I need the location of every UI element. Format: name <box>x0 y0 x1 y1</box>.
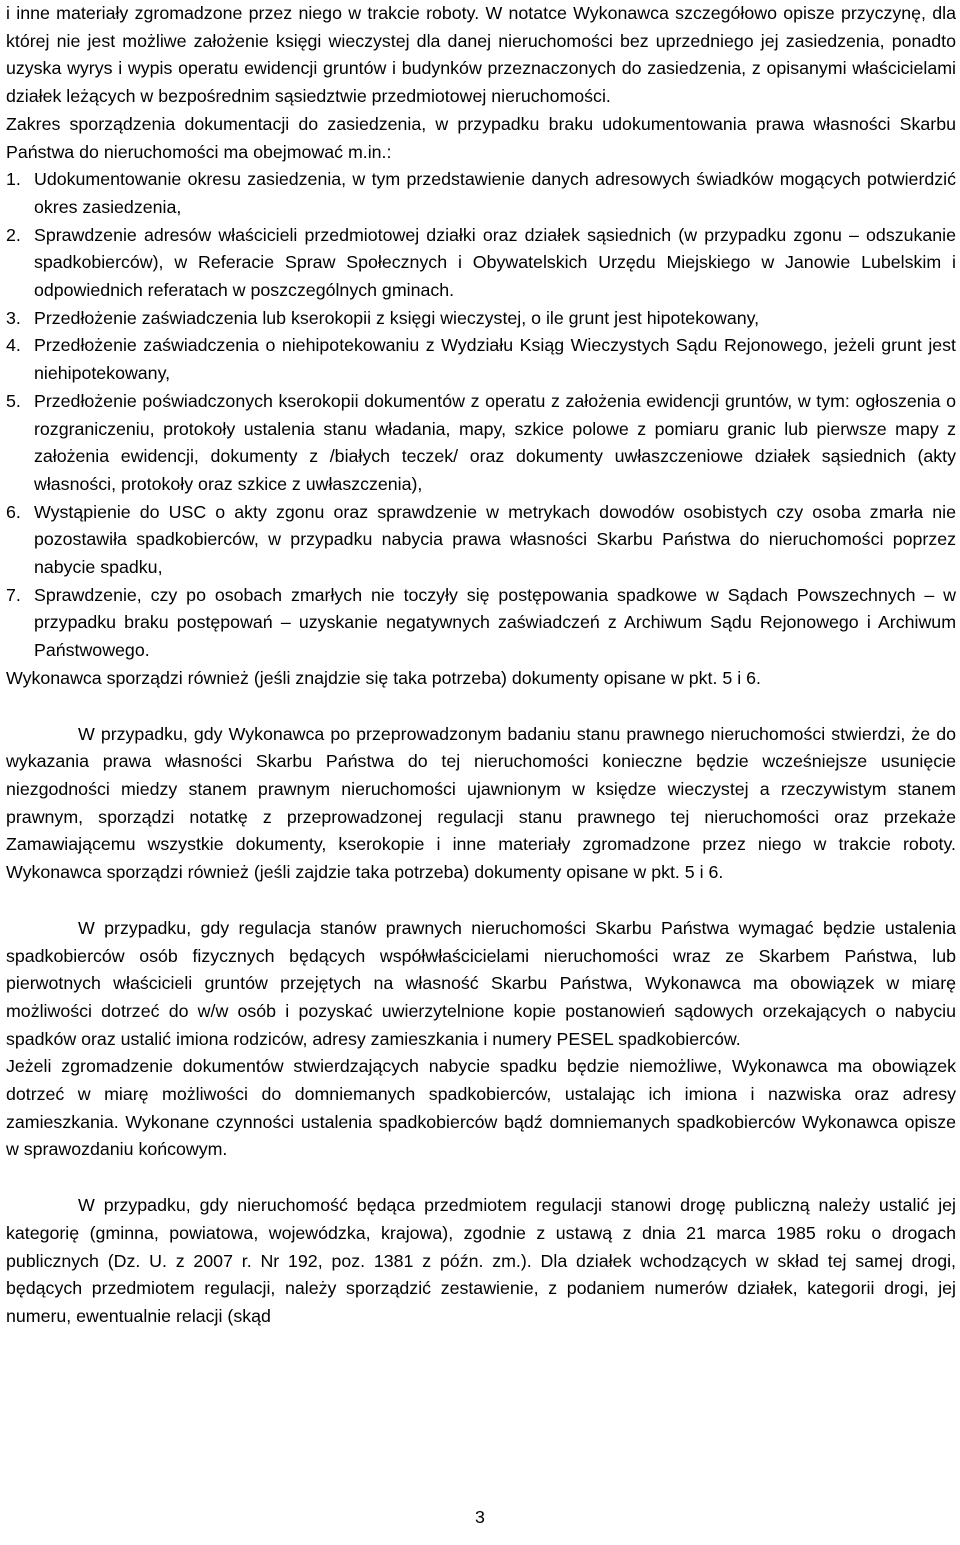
list-item <box>6 388 956 499</box>
paragraph-spacer <box>6 887 956 915</box>
list-item <box>6 582 956 665</box>
list-item <box>6 305 956 333</box>
list-item <box>6 222 956 305</box>
paragraph-spacer <box>6 693 956 721</box>
list-item-number: 4. <box>6 335 21 356</box>
list-item-text: Sprawdzenie, czy po osobach zmarłych nie toczyły się postępowania spadkowe w Sądach Powszechnych – w przypadku braku postępowań – uzyskanie negatywnych zaświadczeń z Archiwum Sądu Rejonowego i Archiwum Państwowego. <box>34 584 956 661</box>
scope-outro: Wykonawca sporządzi również (jeśli znajdzie się taka potrzeba) dokumenty opisane w pkt. 5 i 6. <box>6 667 761 688</box>
list-item-text: Przedłożenie poświadczonych kserokopii dokumentów z operatu z założenia ewidencji gruntów, w tym: ogłoszenia o rozgraniczeniu, protokoły ustalenia stanu władania, mapy, szkice polowe z pomiaru granic lub pierwsze mapy z założenia ewidencji, dokumenty z /białych teczek/ oraz dokumenty uwłaszczeniowe działek sąsiednich (akty własności, protokoły oraz szkice z uwłaszczenia), <box>34 390 956 494</box>
list-item <box>6 499 956 582</box>
list-item-number: 6. <box>6 501 21 522</box>
list-item-number: 2. <box>6 224 21 245</box>
intro-paragraph: i inne materiały zgromadzone przez niego w trakcie roboty. W notatce Wykonawca szczegółowo opisze przyczynę, dla której nie jest możliwe założenie księgi wieczystej dla danej nieruchomości bez uprzedniego jej zasiedzenia, ponadto uzyska wyrys i wypis operatu ewidencji gruntów i budynków przeznaczonych do zasiedzenia, z opisanymi właścicielami działek leżących w bezpośrednim sąsiedztwie przedmiotowej nieruchomości. <box>6 3 956 107</box>
paragraph-discrepancy: W przypadku, gdy Wykonawca po przeprowadzonym badaniu stanu prawnego nieruchomości stwierdzi, że do wykazania prawa własności Skarbu Państwa do tej nieruchomości konieczne będzie wcześniejsze usunięcie niezgodności miedzy stanem prawnym nieruchomości ujawnionym w księdze wieczystej a rzeczywistym stanem prawnym, sporządzi notatkę z przeprowadzonej regulacji stanu prawnego tej nieruchomości oraz przekaże Zamawiającemu wszystkie dokumenty, kserokopie i inne materiały zgromadzone przez niego w trakcie roboty. Wykonawca sporządzi również (jeśli zajdzie taka potrzeba) dokumenty opisane w pkt. 5 i 6. <box>6 723 956 883</box>
list-item-number: 7. <box>6 584 21 605</box>
paragraph-spacer <box>6 1164 956 1192</box>
paragraph-heirs: W przypadku, gdy regulacja stanów prawnych nieruchomości Skarbu Państwa wymagać będzie ustalenia spadkobierców osób fizycznych będących współwłaścicielami nieruchomości wraz ze Skarbem Państwa, lub pierwotnych właścicieli gruntów przejętych na własność Skarbu Państwa, Wykonawca ma obowiązek w miarę możliwości dotrzeć do w/w osób i pozyskać uwierzytelnione kopie postanowień sądowych orzekających o nabyciu spadków oraz ustalić imiona rodziców, adresy zamieszkania i numery PESEL spadkobierców. <box>6 917 956 1049</box>
list-item <box>6 332 956 387</box>
list-item <box>6 166 956 221</box>
scope-intro: Zakres sporządzenia dokumentacji do zasiedzenia, w przypadku braku udokumentowania prawa własności Skarbu Państwa do nieruchomości ma obejmować m.in.: <box>6 113 956 162</box>
list-item-text: Sprawdzenie adresów właścicieli przedmiotowej działki oraz działek sąsiednich (w przypadku zgonu – odszukanie spadkobierców), w Referacie Spraw Społecznych i Obywatelskich Urzędu Miejskiego w Janowie Lubelskim i odpowiednich referatach w poszczególnych gminach. <box>34 224 956 301</box>
list-item-text: Udokumentowanie okresu zasiedzenia, w tym przedstawienie danych adresowych świadków mogących potwierdzić okres zasiedzenia, <box>34 169 956 217</box>
list-item-number: 3. <box>6 307 21 328</box>
list-item-number: 5. <box>6 390 21 411</box>
scope-list <box>6 166 956 665</box>
page-number: 3 <box>475 1507 485 1527</box>
paragraph-public-road: W przypadku, gdy nieruchomość będąca przedmiotem regulacji stanowi drogę publiczną należy ustalić jej kategorię (gminna, powiatowa, wojewódzka, krajowa), zgodnie z ustawą z dnia 21 marca 1985 roku o drogach publicznych (Dz. U. z 2007 r. Nr 192, poz. 1381 z późn. zm.). Dla działek wchodzących w skład tej samej drogi, będących przedmiotem regulacji, należy sporządzić zestawienie, z podaniem numerów działek, kategorii drogi, jej numeru, ewentualnie relacji (skąd <box>6 1195 956 1326</box>
list-item-text: Wystąpienie do USC o akty zgonu oraz sprawdzenie w metrykach dowodów osobistych czy osoba zmarła nie pozostawiła spadkobierców, w przypadku nabycia prawa własności Skarbu Państwa do nieruchomości poprzez nabycie spadku, <box>34 501 956 578</box>
list-item-text: Przedłożenie zaświadczenia lub kserokopii z księgi wieczystej, o ile grunt jest hipotekowany, <box>34 307 760 328</box>
document-page <box>6 0 956 1331</box>
paragraph-presumed-heirs: Jeżeli zgromadzenie dokumentów stwierdzających nabycie spadku będzie niemożliwe, Wykonawca ma obowiązek dotrzeć w miarę możliwości do domniemanych spadkobierców, ustalając ich imiona i nazwiska oraz adresy zamieszkania. Wykonane czynności ustalenia spadkobierców bądź domniemanych spadkobierców Wykonawca opisze w sprawozdaniu końcowym. <box>6 1056 956 1160</box>
list-item-number: 1. <box>6 169 21 190</box>
list-item-text: Przedłożenie zaświadczenia o niehipotekowaniu z Wydziału Ksiąg Wieczystych Sądu Rejonowego, jeżeli grunt jest niehipotekowany, <box>34 335 956 384</box>
